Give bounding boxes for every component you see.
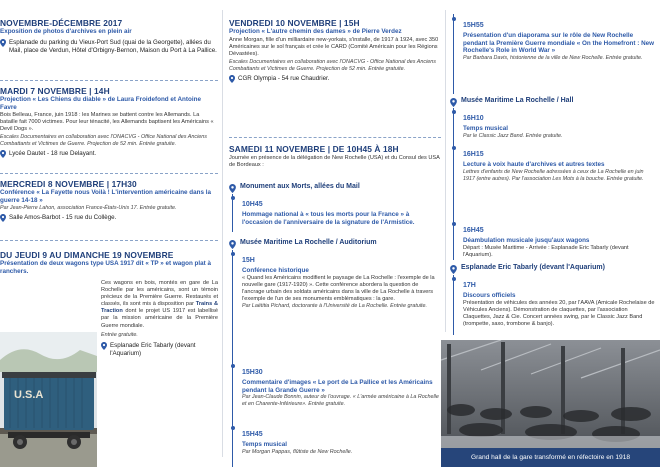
event-time: 15H55: [463, 22, 484, 29]
event-title: Temps musical: [463, 125, 509, 132]
timeline-line: [232, 250, 233, 467]
wagon-lettering: U.S.A: [14, 389, 44, 401]
event-time: 15H45: [242, 431, 263, 438]
venue-label: Musée Maritime La Rochelle / Hall: [461, 97, 574, 104]
location-text: CGR Olympia - 54 rue Chaudrier.: [238, 74, 330, 82]
venue-musee-auditorium: [229, 239, 441, 248]
photo-caption: Grand hall de la gare transformé en réfectoire en 1918: [441, 448, 660, 467]
event-title: Hommage national à « tous les morts pour la France » à l'occasion de l'anniversaire de la signature de l'Armistice.: [242, 211, 415, 226]
event-credits: Par Barbara Davis, historienne de la ville de New Rochelle. Entrée gratuite.: [463, 54, 643, 61]
location: [229, 75, 441, 83]
event-time: 16H10: [463, 115, 484, 122]
location: [0, 214, 218, 222]
event-time: 16H45: [463, 227, 484, 234]
location-pin-icon: [101, 342, 108, 350]
section-subtitle: Exposition de photos d'archives en plein air: [0, 28, 132, 35]
event-17h: [463, 274, 656, 328]
station-hall-photo: [441, 340, 660, 467]
timeline-dot: [231, 196, 235, 200]
event-10h45: [242, 193, 441, 226]
location-pin-icon: [229, 184, 236, 192]
location-text: Esplanade Eric Tabarly (devant l'Aquarium): [110, 341, 196, 357]
section-header: VENDREDI 10 NOVEMBRE | 15H: [229, 18, 360, 28]
section-header: MARDI 7 NOVEMBRE | 14H: [0, 86, 110, 96]
event-credits: Par le Classic Jazz Band. Entrée gratuite.: [463, 132, 563, 139]
divider: [229, 137, 441, 138]
event-title: Présentation d'un diaporama sur le rôle de New Rochelle pendant la Première Guerre mondiale « On the Homefront : New Rochelle's Role in World War »: [463, 32, 655, 55]
section-nov-dec: [0, 18, 218, 55]
event-credits: Lettres d'enfants de New Rochelle adressées à ceux de La Rochelle en juin 1917 (entre autres). Par l'association Les Mots à la bouche. Entrée gratuite.: [463, 168, 644, 182]
location: [0, 150, 218, 158]
timeline-dot: [231, 426, 235, 430]
section-fri-10-nov: [229, 18, 441, 83]
section-subtitle: Conférence « La Fayette nous Voilà ! L'intervention américaine dans la guerre 14-18 »: [0, 189, 211, 204]
column-separator: [222, 10, 223, 457]
column-separator: [445, 10, 446, 332]
location-pin-icon: [0, 214, 7, 222]
event-time: 10H45: [242, 201, 263, 208]
section-subtitle: Présentation de deux wagons type USA 1917 dit « TP » et wagon plat à ranchers.: [0, 260, 212, 275]
event-title: Conférence historique: [242, 267, 309, 274]
timeline-dot: [231, 252, 235, 256]
section-subtitle: Projection « L'autre chemin des dames » de Pierre Verdez: [229, 28, 402, 35]
timeline-dot: [231, 364, 235, 368]
section-body-a: Ces wagons en bois, montés en gare de La Rochelle par les américains, sont un témoin précieux de la Première Guerre. Restaurés et classés, ils sont mis à disposition par: [101, 280, 218, 308]
timeline-line: [453, 108, 454, 260]
event-title: Commentaire d'images « Le port de La Pallice et les Américains pendant la Grande Guerre »: [242, 379, 433, 394]
section-wagons: [0, 250, 218, 275]
event-time: 16H15: [463, 151, 484, 158]
partner-name: Trains & Traction: [101, 301, 218, 315]
section-header: SAMEDI 11 NOVEMBRE | DE 10H45 À 18H: [229, 144, 399, 154]
section-credits: Escales Documentaires en collaboration avec l'ONACVG - Office National des Anciens Combattants et Victimes de Guerre. Projection de 52 min. Entrée gratuite.: [229, 58, 436, 72]
location-pin-icon: [229, 75, 236, 83]
column-1: [0, 0, 218, 467]
divider: [0, 240, 218, 241]
section-wed-8-nov: [0, 179, 218, 222]
event-time: 15H30: [242, 369, 263, 376]
section-body: Anne Morgan, fille d'un milliardaire new-yorkais, s'installe, de 1917 à 1924, avec 350 Américaines sur le sol français et crée le CARD (Comité Américain pour les Régions Dévastées).: [229, 36, 439, 57]
section-header: DU JEUDI 9 AU DIMANCHE 19 NOVEMBRE: [0, 250, 174, 260]
event-credits: Par Laëtitia Pichard, doctorante à l'Université de La Rochelle. Entrée gratuite.: [242, 302, 428, 309]
event-16h45: [463, 219, 656, 259]
section-header: NOVEMBRE-DÉCEMBRE 2017: [0, 18, 123, 28]
event-15h45: [242, 423, 441, 456]
section-credits: Par Jean-Pierre Lahon, association France-États-Unis 17. Entrée gratuite.: [0, 205, 177, 212]
timeline-dot: [452, 277, 456, 281]
divider: [0, 80, 218, 81]
venue-musee-hall: [450, 97, 660, 106]
event-title: Lecture à voix haute d'archives et autres textes: [463, 161, 605, 168]
event-15h55: [463, 14, 656, 62]
event-title: Temps musical: [242, 441, 288, 448]
location-pin-icon: [0, 39, 7, 47]
timeline-dot: [452, 110, 456, 114]
timeline-line: [453, 275, 454, 335]
event-16h10: [463, 107, 656, 140]
event-16h15: [463, 143, 656, 182]
section-tue-7-nov: [0, 86, 218, 158]
timeline-line: [453, 14, 454, 94]
venue-label: Musée Maritime La Rochelle / Auditorium: [240, 239, 377, 246]
venue-label: Esplanade Eric Tabarly (devant l'Aquarium): [461, 264, 605, 271]
section-sat-11-nov: [229, 144, 441, 169]
location-text: Esplanade du parking du Vieux-Port Sud (quai de la Georgette), allées du Mail, place de Verdun, Hôtel d'Orbigny-Bernon, Maison du Port à La Pallice.: [9, 38, 217, 54]
event-title: Discours officiels: [463, 292, 516, 299]
location-text: Lycée Dautet - 18 rue Delayant.: [9, 150, 97, 158]
location: [0, 39, 218, 55]
venue-monument: [229, 183, 441, 192]
location: [101, 342, 218, 358]
wagons-text-block: [101, 280, 218, 358]
event-15h: [242, 249, 441, 310]
section-body-b: dont le projet US 1917 est labellisé par la mission américaine de la Première Guerre mondiale.: [101, 308, 218, 329]
section-body: [101, 280, 218, 330]
location-pin-icon: [229, 240, 236, 248]
event-15h30: [242, 361, 441, 408]
wagon-photo: [0, 332, 97, 467]
event-credits: Par Morgan Pappas, flûtiste de New Rochelle.: [242, 448, 353, 455]
event-credits: Par Jean-Claude Bonnin, auteur de l'ouvrage. « L'armée américaine à La Rochelle et en Charente-Inférieure». Entrée gratuite.: [242, 394, 439, 408]
event-body: Présentation de véhicules des années 20, par l'AAVA (Amicale Rochelaise de Véhicules Anciens). Démonstration de claquettes, par l'association Claquettes, Jazz & Cie. Concert années swing, par le Classic Jazz Band (trompette, saxo, trombone & banjo).: [463, 299, 655, 327]
column-2: [229, 0, 441, 467]
venue-esplanade: [450, 264, 660, 273]
section-subtitle: Projection « Les Chiens du diable » de Laura Froidefond et Antoine Favre: [0, 96, 201, 111]
section-body: Journée en présence de la délégation de New Rochelle (USA) et du Consul des USA de Bordeaux :: [229, 155, 440, 169]
location-pin-icon: [450, 265, 457, 273]
event-time: 17H: [463, 282, 476, 289]
venue-label: Monument aux Morts, allées du Mail: [240, 183, 360, 190]
location-pin-icon: [450, 98, 457, 106]
section-body: Bois Belleau, France, juin 1918 : les Marines se battent contre les Allemands. La bataille fait 7000 victimes. Pour leur ténacité, les Allemands baptisent les Américains « Devil Dogs ».: [0, 112, 214, 133]
location-text: Salle Amos-Barbot - 15 rue du Collège.: [9, 214, 117, 222]
section-header: MERCREDI 8 NOVEMBRE | 17H30: [0, 179, 137, 189]
timeline-dot: [452, 17, 456, 21]
section-credits: Entrée gratuite.: [101, 331, 138, 338]
event-body: « Quand les Américains modifient le paysage de La Rochelle : l'exemple de la nouvelle gare (1917-1920) ». Cette conférence abordera la question de l'ancrage urbain des soldats américains dans la ville de La Rochelle à travers l'exemple de l'un de ses monuments emblématiques : la gare.: [242, 274, 435, 302]
divider: [0, 173, 218, 174]
location-pin-icon: [0, 150, 7, 158]
timeline-dot: [452, 222, 456, 226]
timeline-dot: [452, 146, 456, 150]
event-title: Déambulation musicale jusqu'aux wagons: [463, 237, 590, 244]
event-body: Départ : Musée Maritime - Arrivée : Esplanade Eric Tabarly (devant l'Aquarium).: [463, 244, 629, 258]
section-credits: Escales Documentaires en collaboration avec l'ONACVG - Office National des Anciens Combattants et Victimes de Guerre. Projection de 52 min. Entrée gratuite.: [0, 134, 207, 148]
event-time: 15H: [242, 257, 255, 264]
